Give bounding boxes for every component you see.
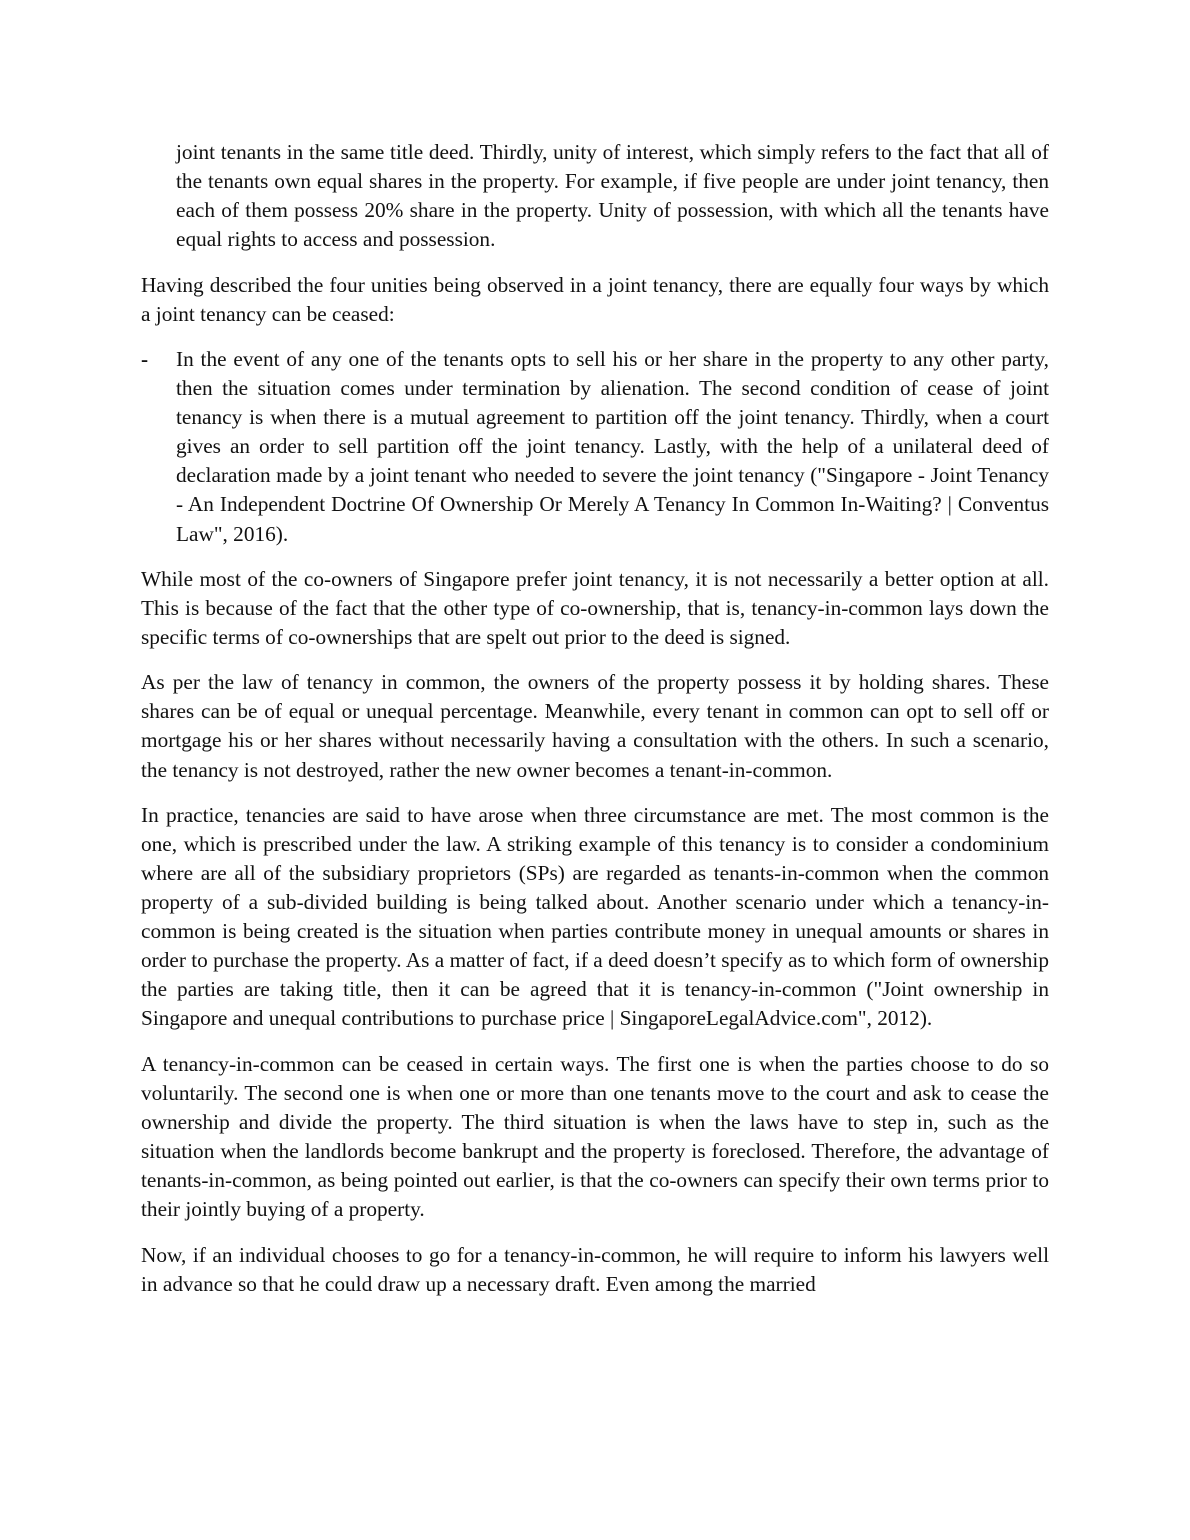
list-item-cessation-methods [141,345,1049,549]
bullet-marker: - [141,346,149,371]
paragraph-co-owners-preference: While most of the co-owners of Singapore prefer joint tenancy, it is not necessarily a better option at all. This is because of the fact that the other type of co-ownership, that is, tenancy-in-common lays down the specific terms of co-ownerships that are spelt out prior to the deed is signed. [141,566,1049,649]
paragraph-ceasing-tenancy-in-common: A tenancy-in-common can be ceased in certain ways. The first one is when the parties choose to do so voluntarily. The second one is when one or more than one tenants move to the court and ask to cease the ownership and divide the property. The third situation is when the laws have to step in, such as the situation when the landlords become bankrupt and the property is foreclosed. Therefore, the advantage of tenants-in-common, as being pointed out earlier, is that the co-owners can specify their own terms prior to their jointly buying of a property. [141,1051,1049,1222]
paragraph-in-practice: In practice, tenancies are said to have arose when three circumstance are met. The most common is the one, which is prescribed under the law. A striking example of this tenancy is to consider a condominium where are all of the subsidiary proprietors (SPs) are regarded as tenants-in-common when the common property of a sub-divided building is being talked about. Another scenario under which a tenancy-in-common is being created is the situation when parties contribute money in unequal amounts or shares in order to purchase the property. As a matter of fact, if a deed doesn’t specify as to which form of ownership the parties are taking title, then it can be agreed that it is tenancy-in-common ("Joint ownership in Singapore and unequal contributions to purchase price | SingaporeLegalAdvice.com", 2012). [141,802,1049,1031]
paragraph-tenancy-in-common-law: As per the law of tenancy in common, the owners of the property possess it by holding shares. These shares can be of equal or unequal percentage. Meanwhile, every tenant in common can opt to sell off or mortgage his or her shares without necessarily having a consultation with the others. In such a scenario, the tenancy is not destroyed, rather the new owner becomes a tenant-in-common. [141,670,1049,782]
list-item-text: In the event of any one of the tenants opts to sell his or her share in the property to any other party, then the situation comes under termination by alienation. The second condition of cease of joint tenancy is when there is a mutual agreement to partition off the joint tenancy. Thirdly, when a court gives an order to sell partition off the joint tenancy. Lastly, with the help of a unilateral deed of declaration made by a joint tenant who needed to severe the joint tenancy ("Singapore - Joint Tenancy - An Independent Doctrine Of Ownership Or Merely A Tenancy In Common In-Waiting? | Conventus Law", 2016). [176,346,1049,546]
document-page [141,138,1049,1315]
paragraph-individual-choice: Now, if an individual chooses to go for a tenancy-in-common, he will require to inform his lawyers well in advance so that he could draw up a necessary draft. Even among the married [141,1242,1049,1296]
paragraph-unities-continued: joint tenants in the same title deed. Thirdly, unity of interest, which simply refers to the fact that all of the tenants own equal shares in the property. For example, if five people are under joint tenancy, then each of them possess 20% share in the property. Unity of possession, with which all the tenants have equal rights to access and possession. [176,140,1049,252]
paragraph-ways-to-cease: Having described the four unities being observed in a joint tenancy, there are equally four ways by which a joint tenancy can be ceased: [141,272,1049,326]
